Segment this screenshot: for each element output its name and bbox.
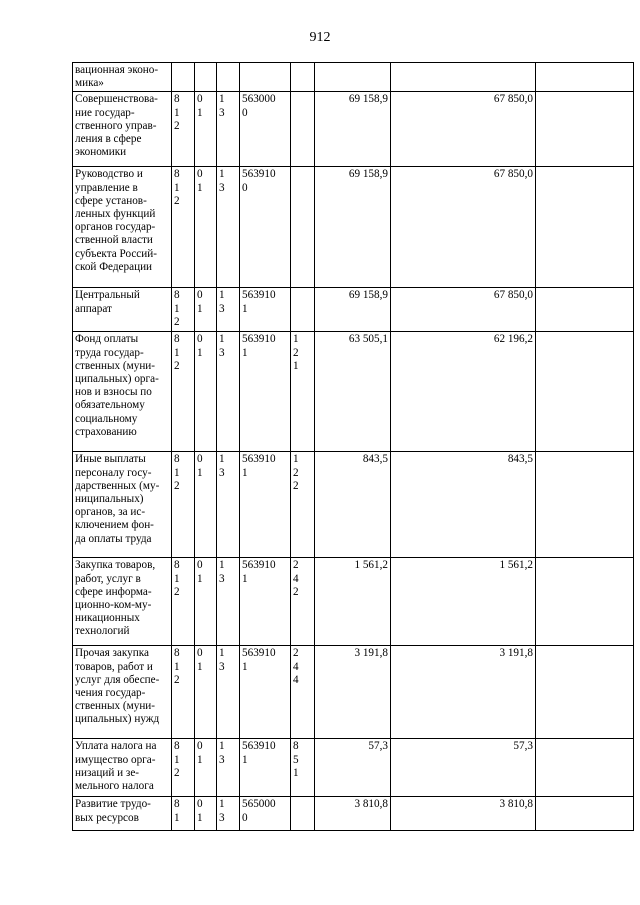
amount-2-cell: 843,5 — [391, 452, 536, 558]
ministry-code-cell: 8 1 2 — [172, 739, 195, 797]
target-article-code-cell: 563910 1 — [240, 739, 291, 797]
amount-2-cell: 57,3 — [391, 739, 536, 797]
row-name-cell: Развитие трудо- вых ресурсов — [73, 797, 172, 831]
expense-type-code-cell — [291, 288, 315, 332]
section-code-cell: 0 1 — [195, 739, 217, 797]
section-code-cell: 0 1 — [195, 452, 217, 558]
ministry-code-cell — [172, 63, 195, 92]
section-code-cell: 0 1 — [195, 332, 217, 452]
table-row — [73, 63, 634, 92]
section-code-cell: 0 1 — [195, 558, 217, 646]
subsection-code-cell: 1 3 — [217, 92, 240, 167]
expense-type-code-cell: 1 2 2 — [291, 452, 315, 558]
row-name-cell: Закупка товаров, работ, услуг в сфере информа- ционно-ком-му- никационных технологий — [73, 558, 172, 646]
amount-2-cell: 3 191,8 — [391, 646, 536, 739]
expense-type-code-cell — [291, 63, 315, 92]
ministry-code-cell: 8 1 2 — [172, 288, 195, 332]
table-row — [73, 797, 634, 831]
empty-cell — [536, 452, 634, 558]
expense-type-code-cell: 8 5 1 — [291, 739, 315, 797]
expense-type-code-cell: 2 4 4 — [291, 646, 315, 739]
subsection-code-cell: 1 3 — [217, 739, 240, 797]
target-article-code-cell: 563910 1 — [240, 332, 291, 452]
target-article-code-cell: 563000 0 — [240, 92, 291, 167]
target-article-code-cell: 565000 0 — [240, 797, 291, 831]
section-code-cell: 0 1 — [195, 92, 217, 167]
empty-cell — [536, 288, 634, 332]
ministry-code-cell: 8 1 2 — [172, 452, 195, 558]
expense-type-code-cell: 2 4 2 — [291, 558, 315, 646]
ministry-code-cell: 8 1 2 — [172, 92, 195, 167]
row-name-cell: Руководство и управление в сфере установ- ленных функций органов государ- ственной власти субъекта Россий- ской Федерации — [73, 167, 172, 288]
section-code-cell — [195, 63, 217, 92]
expense-type-code-cell: 1 2 1 — [291, 332, 315, 452]
empty-cell — [536, 92, 634, 167]
ministry-code-cell: 8 1 2 — [172, 167, 195, 288]
table-row — [73, 739, 634, 797]
amount-2-cell: 1 561,2 — [391, 558, 536, 646]
amount-2-cell: 67 850,0 — [391, 167, 536, 288]
target-article-code-cell — [240, 63, 291, 92]
table-row — [73, 646, 634, 739]
subsection-code-cell — [217, 63, 240, 92]
target-article-code-cell: 563910 1 — [240, 288, 291, 332]
section-code-cell: 0 1 — [195, 167, 217, 288]
amount-1-cell: 57,3 — [315, 739, 391, 797]
amount-2-cell: 62 196,2 — [391, 332, 536, 452]
subsection-code-cell: 1 3 — [217, 288, 240, 332]
row-name-cell: Центральный аппарат — [73, 288, 172, 332]
amount-2-cell: 67 850,0 — [391, 92, 536, 167]
table-row — [73, 288, 634, 332]
subsection-code-cell: 1 3 — [217, 797, 240, 831]
empty-cell — [536, 332, 634, 452]
amount-1-cell — [315, 63, 391, 92]
row-name-cell: Прочая закупка товаров, работ и услуг для обеспе- чения государ- ственных (муни- ципальных) нужд — [73, 646, 172, 739]
empty-cell — [536, 558, 634, 646]
amount-2-cell: 67 850,0 — [391, 288, 536, 332]
subsection-code-cell: 1 3 — [217, 646, 240, 739]
ministry-code-cell: 8 1 2 — [172, 558, 195, 646]
table-row — [73, 332, 634, 452]
amount-1-cell: 843,5 — [315, 452, 391, 558]
empty-cell — [536, 646, 634, 739]
subsection-code-cell: 1 3 — [217, 332, 240, 452]
amount-1-cell: 69 158,9 — [315, 288, 391, 332]
subsection-code-cell: 1 3 — [217, 558, 240, 646]
empty-cell — [536, 797, 634, 831]
amount-1-cell: 3 191,8 — [315, 646, 391, 739]
empty-cell — [536, 167, 634, 288]
row-name-cell: Уплата налога на имущество орга- низаций и зе- мельного налога — [73, 739, 172, 797]
amount-2-cell — [391, 63, 536, 92]
subsection-code-cell: 1 3 — [217, 452, 240, 558]
budget-table — [72, 62, 634, 831]
amount-2-cell: 3 810,8 — [391, 797, 536, 831]
amount-1-cell: 69 158,9 — [315, 92, 391, 167]
table-row — [73, 167, 634, 288]
empty-cell — [536, 63, 634, 92]
ministry-code-cell: 8 1 2 — [172, 646, 195, 739]
row-name-cell: Фонд оплаты труда государ- ственных (муни- ципальных) орга- нов и взносы по обязательному социальному страхованию — [73, 332, 172, 452]
table-row — [73, 452, 634, 558]
target-article-code-cell: 563910 0 — [240, 167, 291, 288]
target-article-code-cell: 563910 1 — [240, 452, 291, 558]
expense-type-code-cell — [291, 167, 315, 288]
expense-type-code-cell — [291, 92, 315, 167]
row-name-cell: Совершенствова- ние государ- ственного управ- ления в сфере экономики — [73, 92, 172, 167]
row-name-cell: вационная эконо- мика» — [73, 63, 172, 92]
subsection-code-cell: 1 3 — [217, 167, 240, 288]
amount-1-cell: 69 158,9 — [315, 167, 391, 288]
section-code-cell: 0 1 — [195, 797, 217, 831]
target-article-code-cell: 563910 1 — [240, 558, 291, 646]
expense-type-code-cell — [291, 797, 315, 831]
table-row — [73, 558, 634, 646]
page-number: 912 — [309, 30, 331, 45]
table-row — [73, 92, 634, 167]
row-name-cell: Иные выплаты персоналу госу- дарственных (му- ниципальных) органов, за ис- ключением фон- да оплаты труда — [73, 452, 172, 558]
section-code-cell: 0 1 — [195, 288, 217, 332]
amount-1-cell: 1 561,2 — [315, 558, 391, 646]
amount-1-cell: 3 810,8 — [315, 797, 391, 831]
section-code-cell: 0 1 — [195, 646, 217, 739]
ministry-code-cell: 8 1 — [172, 797, 195, 831]
empty-cell — [536, 739, 634, 797]
target-article-code-cell: 563910 1 — [240, 646, 291, 739]
amount-1-cell: 63 505,1 — [315, 332, 391, 452]
ministry-code-cell: 8 1 2 — [172, 332, 195, 452]
